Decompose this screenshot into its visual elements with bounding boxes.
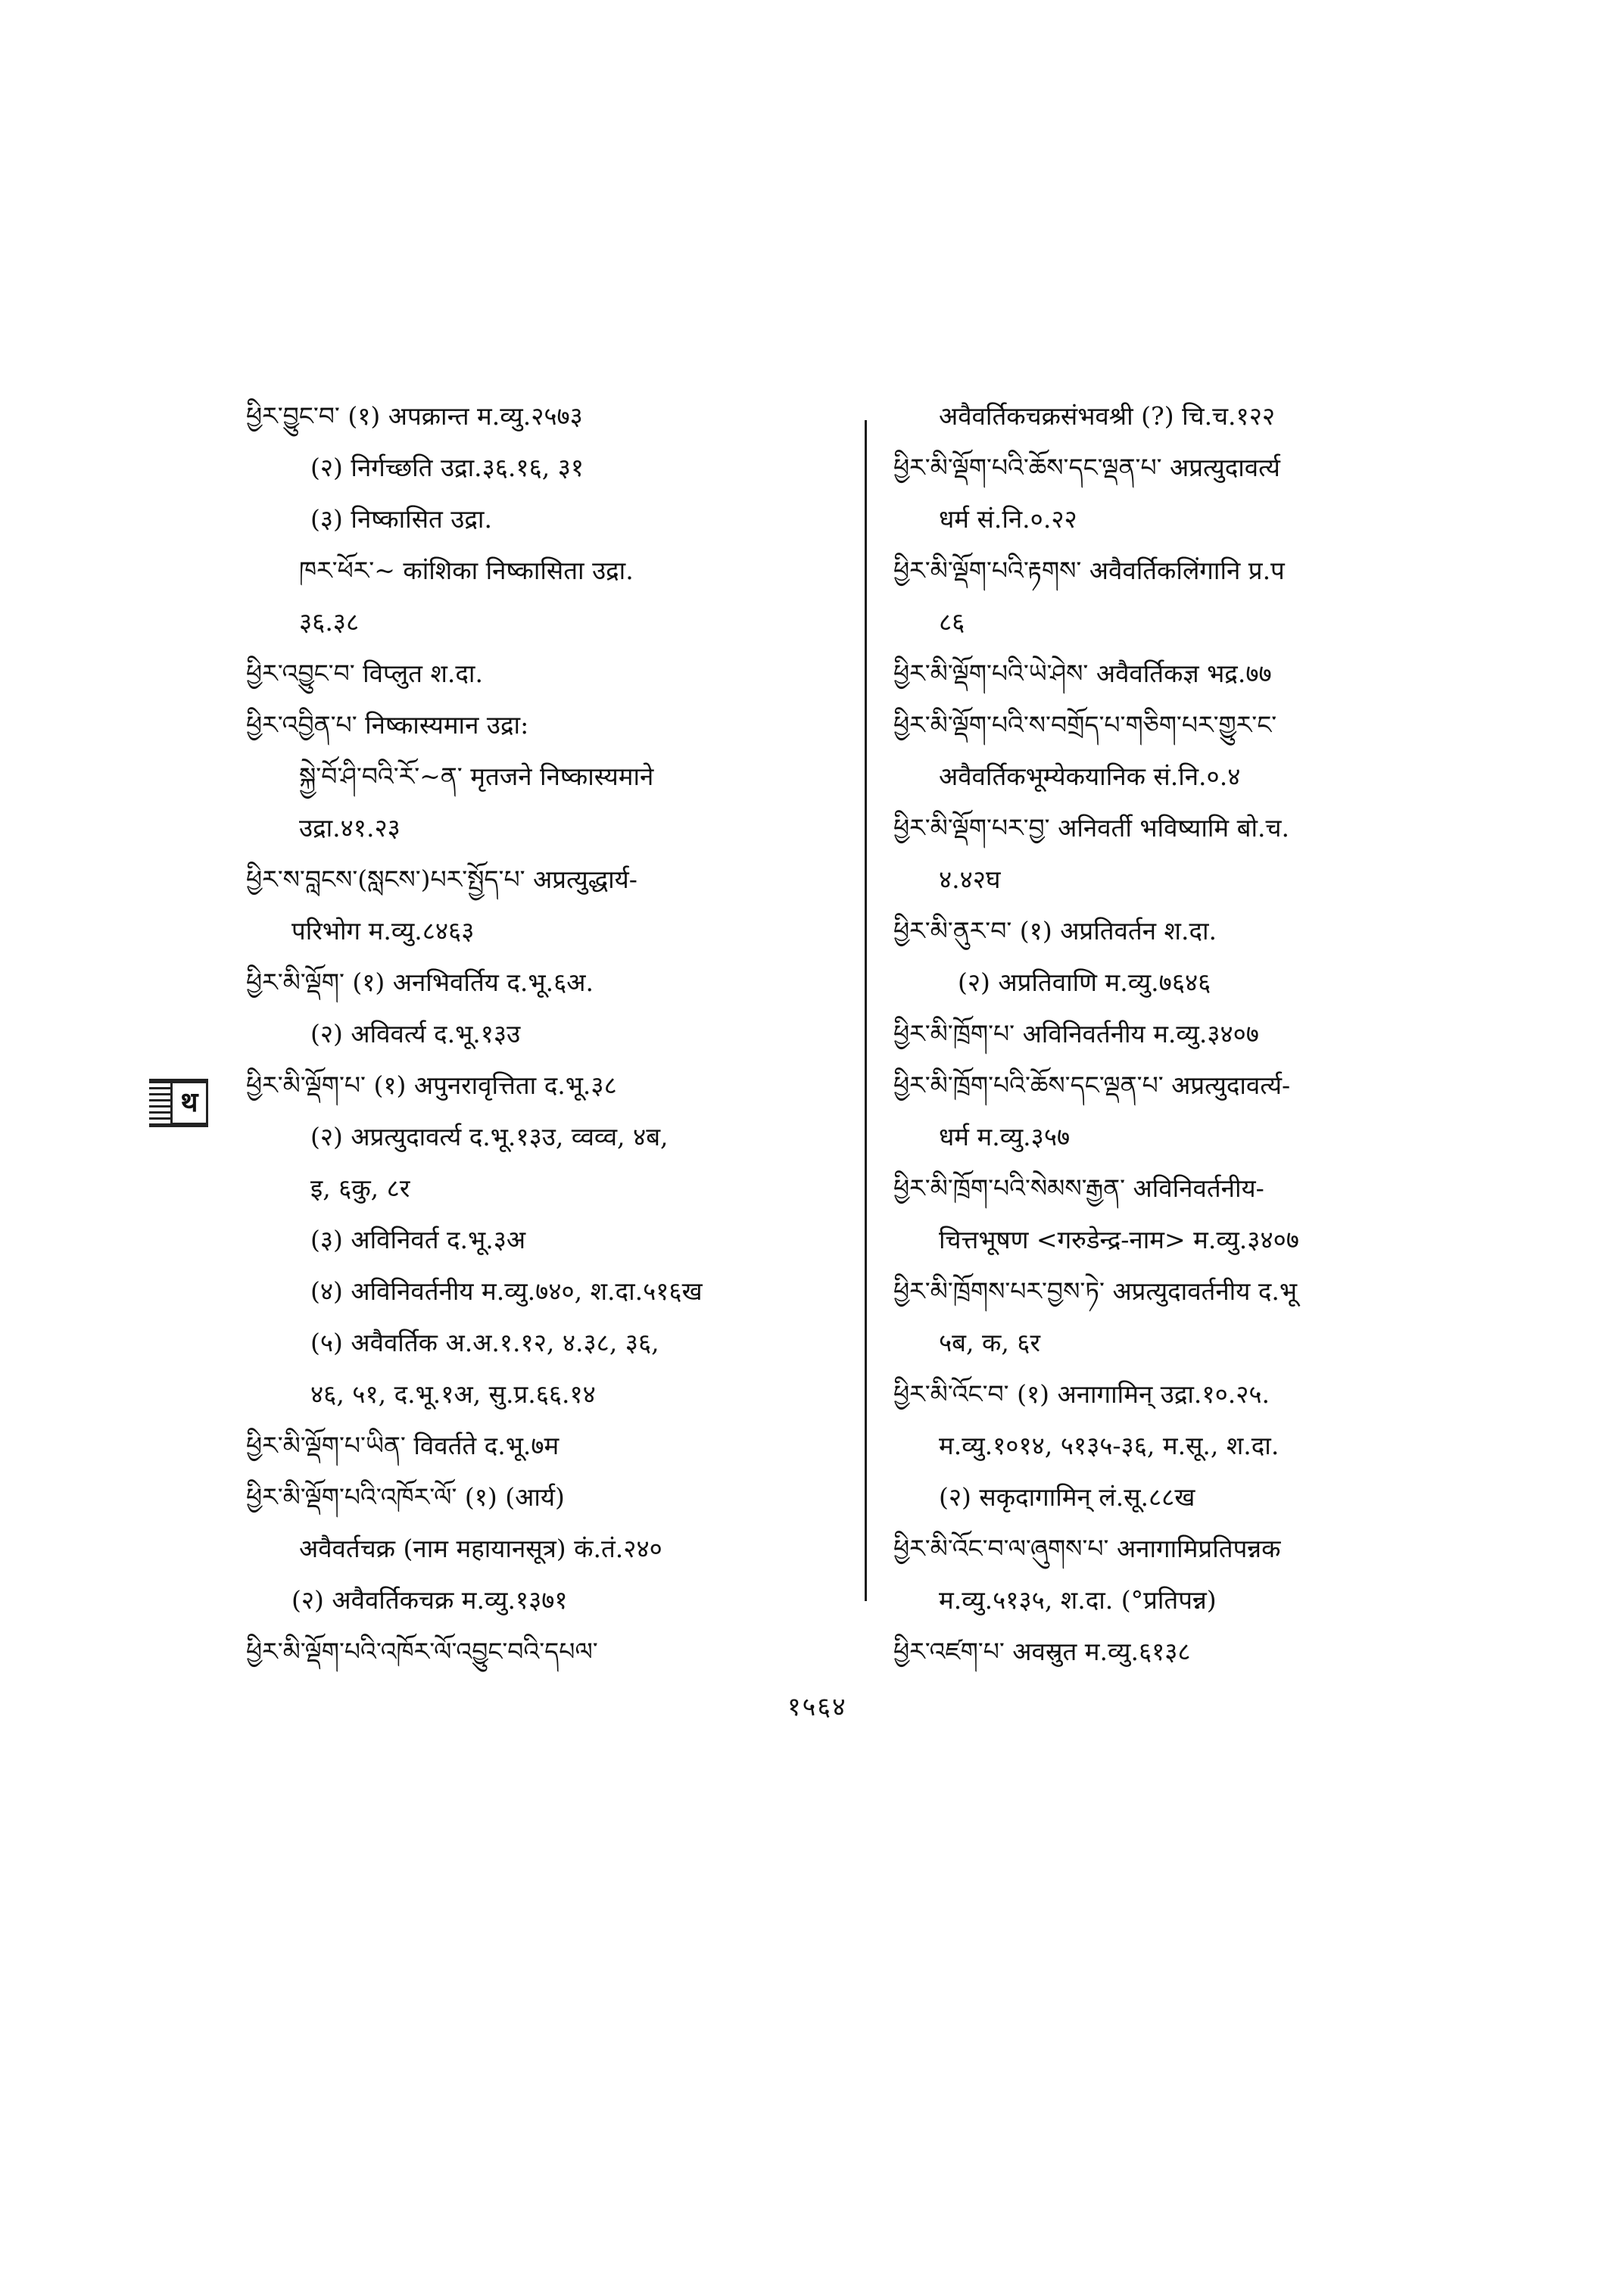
entry-line: (५) अवैवर्तिक अ.अ.१.१२, ४.३८, ३६,	[310, 1328, 659, 1357]
entry-line: ८६	[939, 607, 965, 637]
entry-line: (२) सकृदागामिन् लं.सू.८८ख	[939, 1482, 1195, 1512]
entry-line: ཕྱིར་མི་ཁྲོག་པའི་སེམས་རྒྱན་ अविनिवर्तनीय-	[893, 1173, 1264, 1203]
entry-line: उद्रा.४१.२३	[299, 813, 401, 843]
entry-line: (३) निष्कासित उद्रा.	[310, 504, 492, 534]
entry-line: अवैवर्तिकचक्रसंभवश्री (?) चि.च.१२२	[939, 401, 1276, 431]
entry-line: ཕྱིར་འབྱིན་པ་ निष्कास्यमान उद्रा:	[246, 710, 529, 740]
entry-line: (४) अविनिवर्तनीय म.व्यु.७४०, श.दा.५१६ख	[310, 1276, 703, 1306]
entry-line: ཕྱིར་མི་ལྡོག་ (१) अनभिवर्तिय द.भू.६अ.	[246, 967, 594, 997]
entry-line: ཁར་ཕོར་~ कांशिका निष्कासिता उद्रा.	[299, 556, 634, 585]
page-number: १५६४	[787, 1692, 847, 1722]
entry-line: धर्म म.व्यु.३५७	[939, 1122, 1071, 1151]
entry-line: अवैवर्तचक्र (नाम महायानसूत्र) कं.तं.२४०	[299, 1534, 662, 1563]
entry-line: ཕྱིར་མི་ལྡོག་པའི་རྟགས་ अवैवर्तिकलिंगानि प्र.प	[893, 556, 1285, 585]
entry-line: म.व्यु.५१३५, श.दा. (°प्रतिपन्न)	[939, 1585, 1217, 1615]
entry-line: ཕྱིར་མི་ཁྲོགས་པར་བྱས་ཏེ་ अप्रत्युदावर्तनीय द.भू	[893, 1276, 1298, 1306]
entry-line: ३६.३८	[299, 607, 360, 637]
entry-line: ཕྱིར་མི་ཁྲོག་པ་ अविनिवर्तनीय म.व्यु.३४०७	[893, 1019, 1259, 1048]
entry-line: (२) निर्गच्छति उद्रा.३६.१६, ३१	[310, 453, 584, 482]
entry-line: परिभोग म.व्यु.८४६३	[291, 916, 475, 946]
entry-line: (२) अप्रतिवाणि म.व्यु.७६४६	[958, 967, 1211, 997]
entry-line: སྐྱེ་བོ་ཤི་བའི་རོ་~ན་ मृतजने निष्कास्यमाने	[299, 762, 654, 791]
thumb-index-tab	[149, 1079, 208, 1127]
entry-line: चित्तभूषण <गरुडेन्द्र-नाम> म.व्यु.३४०७	[939, 1225, 1299, 1254]
entry-line: म.व्यु.१०१४, ५१३५-३६, म.सू., श.दा.	[939, 1431, 1280, 1460]
entry-line: (२) अविवर्त्य द.भू.१३उ	[310, 1019, 521, 1048]
entry-line: ཕྱིར་མི་ལྡོག་པའི་ས་བགྲོད་པ་གཅིག་པར་གྱུར་ང་	[893, 710, 1277, 740]
entry-line: ཕྱིར་མི་ནུར་བ་ (१) अप्रतिवर्तन श.दा.	[893, 916, 1217, 946]
entry-line: ཕྱིར་མི་འོང་བ་ལ་ཞུགས་པ་ अनागामिप्रतिपन्नक	[893, 1534, 1281, 1563]
entry-line: ཕྱིར་མི་ལྡོག་པ་ (१) अपुनरावृत्तिता द.भू.३८	[246, 1070, 617, 1100]
entry-line: (३) अविनिवर्त द.भू.३अ	[310, 1225, 526, 1254]
thumb-index-letter: थ	[170, 1081, 208, 1125]
entry-line: अवैवर्तिकभूम्येकयानिक सं.नि.०.४	[939, 762, 1241, 791]
entry-line: ཕྱིར་མི་ཁྲོག་པའི་ཆོས་དང་ལྡན་པ་ अप्रत्युदावर्त्य-	[893, 1070, 1291, 1100]
entry-line: ཕྱིར་མི་འོང་བ་ (१) अनागामिन् उद्रा.१०.२५.	[893, 1379, 1270, 1409]
entry-line: ཕྱིར་འབྱུང་བ་ विप्लुत श.दा.	[246, 659, 483, 688]
entry-line: (२) अवैवर्तिकचक्र म.व्यु.१३७१	[291, 1585, 568, 1615]
entry-line: ཕྱིར་མི་ལྡོག་པ་ཡིན་ विवर्तते द.भू.७म	[246, 1431, 560, 1460]
entry-line: ཕྱིར་མི་ལྡོག་པའི་ཆོས་དང་ལྡན་པ་ अप्रत्युदावर्त्य	[893, 453, 1280, 482]
entry-line: ४.४२घ	[939, 865, 1001, 894]
entry-line: ཕྱིར་མི་ལྡོག་པའི་འཁོར་ལོ་ (१) (आर्य)	[246, 1482, 565, 1512]
entry-line: धर्म सं.नि.०.२२	[939, 504, 1077, 534]
entry-line: ཕྱིར་འཛག་པ་ अवस्रुत म.व्यु.६१३८	[893, 1637, 1191, 1666]
entry-line: ཕྱིར་མི་ལྡོག་པར་བྱ་ अनिवर्ती भविष्यामि बो.च.	[893, 813, 1289, 843]
entry-line: ཕྱིར་ས་བླངས་(སླངས་)པར་སྤྱོད་པ་ अप्रत्युद्धार्य-	[246, 865, 637, 894]
entry-line: ཕྱིར་མི་ལྡོག་པའི་འཁོར་ལོ་འབྱུང་བའི་དཔལ་	[246, 1637, 598, 1666]
entry-line: इ, ६कु, ८र	[310, 1173, 410, 1203]
entry-line: ५ब, क, ६र	[939, 1328, 1040, 1357]
entry-line: ४६, ५१, द.भू.१अ, सु.प्र.६६.१४	[310, 1379, 596, 1409]
column-divider	[865, 420, 867, 1601]
entry-line: ཕྱིར་མི་ལྡོག་པའི་ཡེ་ཤེས་ अवैवर्तिकज्ञ भद्र.७७	[893, 659, 1272, 688]
entry-line: (२) अप्रत्युदावर्त्य द.भू.१३उ, व्वव्व, ४ब,	[310, 1122, 669, 1151]
entry-line: ཕྱིར་བྱུང་བ་ (१) अपक्रान्त म.व्यु.२५७३	[246, 401, 583, 431]
